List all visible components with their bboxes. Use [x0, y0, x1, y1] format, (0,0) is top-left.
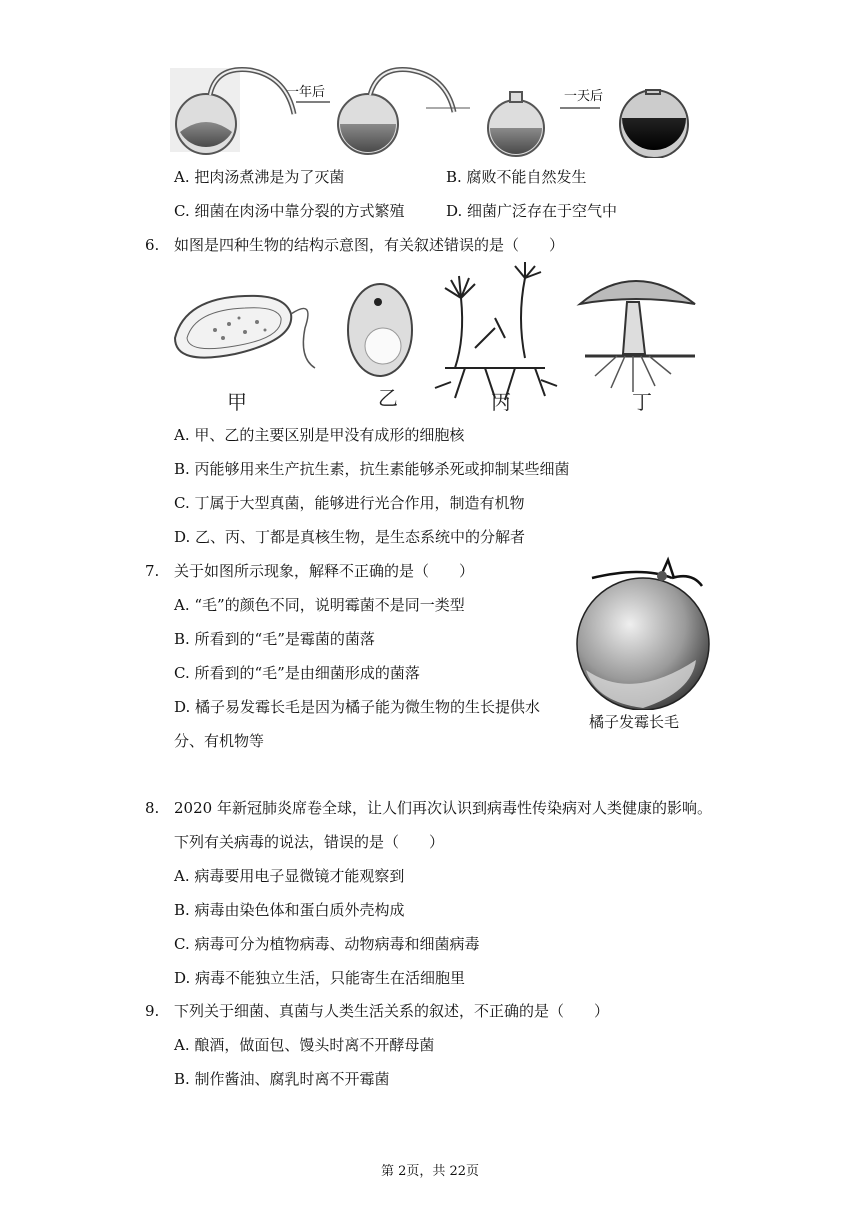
caption-yi: 乙 [378, 386, 398, 410]
q5-option-a: A. 把肉汤煮沸是为了灭菌 [174, 168, 345, 186]
flask-neck-broken [488, 92, 544, 156]
q5-option-d: D. 细菌广泛存在于空气中 [446, 202, 618, 220]
q9-option-a: A. 酿酒，做面包、馒头时离不开酵母菌 [174, 1036, 435, 1054]
flask-boiling [170, 68, 294, 154]
q8-stem-line1: 2020 年新冠肺炎席卷全球，让人们再次认识到病毒性传染病对人类健康的影响。 [174, 799, 712, 817]
q7-figure-caption: 橘子发霉长毛 [589, 713, 680, 731]
q8-option-c: C. 病毒可分为植物病毒、动物病毒和细菌病毒 [174, 935, 480, 953]
q8-stem-line2: 下列有关病毒的说法，错误的是（ ） [174, 833, 445, 851]
q7-stem: 关于如图所示现象，解释不正确的是（ ） [174, 562, 475, 580]
q8-number: 8. [145, 799, 160, 817]
caption-jia: 甲 [227, 390, 247, 414]
mold-hyphae-drawing [435, 262, 557, 400]
q5-option-b: B. 腐败不能自然发生 [446, 168, 587, 186]
q7-option-d-line1: D. 橘子易发霉长毛是因为橘子能为微生物的生长提供水 [174, 698, 541, 716]
q7-number: 7. [145, 562, 160, 580]
q6-option-d: D. 乙、丙、丁都是真核生物，是生态系统中的分解者 [174, 528, 526, 546]
q8-option-a: A. 病毒要用电子显微镜才能观察到 [174, 867, 405, 885]
bacterium-drawing [175, 296, 315, 368]
mushroom-drawing [580, 281, 695, 392]
flask-after-year [338, 70, 454, 154]
flask-spoiled [620, 90, 688, 158]
caption-ding: 丁 [632, 390, 652, 414]
swan-neck-flask-figure [170, 62, 700, 158]
q5-option-c: C. 细菌在肉汤中靠分裂的方式繁殖 [174, 202, 405, 220]
label-one-day: 一天后 [564, 89, 604, 104]
q8-option-d: D. 病毒不能独立生活，只能寄生在活细胞里 [174, 969, 466, 987]
q6-option-b: B. 丙能够用来生产抗生素，抗生素能够杀死或抑制某些细菌 [174, 460, 570, 478]
yeast-cell-drawing [348, 284, 412, 376]
q7-option-c: C. 所看到的“毛”是由细菌形成的菌落 [174, 664, 420, 682]
q9-stem: 下列关于细菌、真菌与人类生活关系的叙述，不正确的是（ ） [174, 1002, 610, 1020]
q8-option-b: B. 病毒由染色体和蛋白质外壳构成 [174, 901, 405, 919]
q9-number: 9. [145, 1002, 160, 1020]
q6-option-c: C. 丁属于大型真菌，能够进行光合作用，制造有机物 [174, 494, 525, 512]
q7-option-a: A. “毛”的颜色不同，说明霉菌不是同一类型 [174, 596, 465, 614]
label-one-year: 一年后 [286, 85, 326, 100]
q6-stem: 如图是四种生物的结构示意图，有关叙述错误的是（ ） [174, 236, 565, 254]
q6-number: 6. [145, 236, 160, 254]
q7-option-d-line2: 分、有机物等 [174, 732, 265, 750]
q9-option-b: B. 制作酱油、腐乳时离不开霉菌 [174, 1070, 390, 1088]
page-footer: 第 2页，共 22页 [380, 1164, 480, 1179]
q7-option-b: B. 所看到的“毛”是霉菌的菌落 [174, 630, 375, 648]
q6-option-a: A. 甲、乙的主要区别是甲没有成形的细胞核 [174, 426, 465, 444]
moldy-orange-photo [572, 552, 714, 710]
caption-bing: 丙 [491, 390, 511, 414]
